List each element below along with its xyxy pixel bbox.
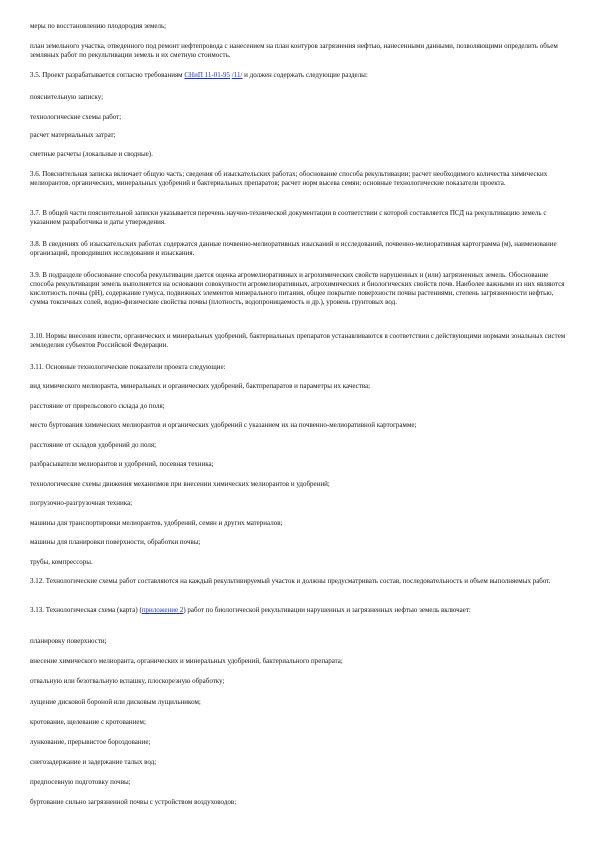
section-paragraph: 3.9. В подразделе обоснование способа рекультивации дается оценка агромелиоративных и агрохимических свойств нарушенных и (или) загрязненных земель. Обоснование способа рекультивации земель выполняется на основании совокупности агромелиоративных, агрохимических и биологических свойств почв. Наиболее важными из них являются кислотность почвы (pH), содержание гумуса, подвижных элементов минерального питания, общее покрытие поверхности почвы растениями, степень загрязненности нефтью, сумма токсичных солей, водно-физические свойства почвы (плотность, водопроницаемость и др.), уровень грунтовых вод.: [30, 271, 565, 306]
paragraph-text: ) работ по биологической рекультивации нарушенных и загрязненных нефтью земель включает:: [183, 606, 471, 614]
section-paragraph: 3.8. В сведениях об изыскательских работах содержатся данные почвенно-мелиоративных изысканий и исследований, почвенно-мелиоративная картограмма (м), наименование организаций, проводивших исследования и изыскания.: [30, 240, 557, 257]
paragraph-text: 3.13. Технологическая схема (карта) (: [30, 606, 142, 614]
list-item: внесение химического мелиоранта, органических и минеральных удобрений, бактериального препарата;: [30, 657, 343, 665]
list-item: технологические схемы работ;: [30, 113, 122, 121]
list-item: расчет материальных затрат;: [30, 131, 116, 139]
list-item: сметные расчеты (локальные и сводные).: [30, 150, 153, 158]
list-item: технологические схемы движения механизмов при внесении химических мелиорантов и удобрений;: [30, 480, 330, 488]
paragraph: план земельного участка, отведенного под ремонт нефтепровода с нанесением на план контуров загрязнения нефтью, нанесенными данными, позволяющими определить объем земляных работ по рекультивации земель и их сметную стоимость.: [30, 42, 558, 59]
list-item: отвальную или безотвальную вспашку, плоскорезную обработку;: [30, 677, 225, 685]
list-item: расстояние от складов удобрений до поля;: [30, 441, 157, 449]
section-paragraph: 3.7. В общей части пояснительной записки указывается перечень научно-технической документации в соответствии с которой составляется ПСД на рекультивацию земель с указанием разработчика и даты утверждения.: [30, 209, 547, 226]
list-item: пояснительную записку;: [30, 93, 104, 101]
section-paragraph: 3.6. Пояснительная записка включает общую часть; сведения об изыскательских работах; обоснование способа рекультивации; расчет необходимого количества химических мелиорантов, органических, минеральных удобрений и бактериальных препаратов; расчет норм высева семян; основные технологические показатели проекта.: [30, 170, 548, 187]
list-item: кротование, щелевание с кротованием;: [30, 718, 146, 726]
list-item: лущение дисковой бороной или дисковым лущильником;: [30, 698, 201, 706]
list-item: лункование, прерывистое бороздование;: [30, 738, 151, 746]
list-item: меры по восстановлению плодородия земель;: [30, 22, 167, 30]
section-paragraph: [30, 606, 570, 615]
list-item: разбрасыватели мелиорантов и удобрений, посевная техника;: [30, 460, 214, 468]
paragraph-text: и должен содержать следующие разделы:: [242, 71, 368, 79]
reference-link[interactable]: /11/: [231, 71, 243, 79]
list-item: машины для планировки поверхности, обработки почвы;: [30, 538, 201, 546]
snip-link[interactable]: СНиП 11-01-95: [184, 71, 231, 79]
section-paragraph: 3.11. Основные технологические показатели проекта следующие:: [30, 363, 226, 371]
appendix-link[interactable]: приложение 2: [141, 606, 184, 614]
list-item: снегозадержание и задержание талых вод;: [30, 758, 157, 766]
list-item: машины для транспортировки мелиорантов, удобрений, семян и других материалов;: [30, 519, 283, 527]
list-item: буртование сильно загрязненной почвы с устройством воздуховодов;: [30, 798, 237, 806]
section-paragraph: 3.12. Технологические схемы работ составляются на каждый рекультивируемый участок и должны предусматривать состав, последовательность и объем выполняемых работ.: [30, 577, 551, 585]
list-item: вид химического мелиоранта, минеральных и органических удобрений, бактпрепаратов и параметры их качества;: [30, 382, 371, 390]
list-item: расстояние от прирельсового склада до поля;: [30, 402, 165, 410]
paragraph-text: 3.5. Проект разрабатывается согласно требованиям: [30, 71, 185, 79]
list-item: погрузочно-разгрузочная техника;: [30, 499, 133, 507]
section-paragraph: 3.10. Нормы внесения извести, органических и минеральных удобрений, бактериальных препаратов устанавливаются в соответствии с действующими нормами зональных систем земледелия субъектов Российской Федерации.: [30, 332, 566, 349]
list-item: трубы, компрессоры.: [30, 558, 93, 566]
list-item: планировку поверхности;: [30, 637, 107, 645]
list-item: предпосевную подготовку почвы;: [30, 778, 131, 786]
list-item: место буртования химических мелиорантов и органических удобрений с указанием их на почвенно-мелиоративной картограмме;: [30, 421, 417, 429]
section-paragraph: [30, 71, 570, 80]
